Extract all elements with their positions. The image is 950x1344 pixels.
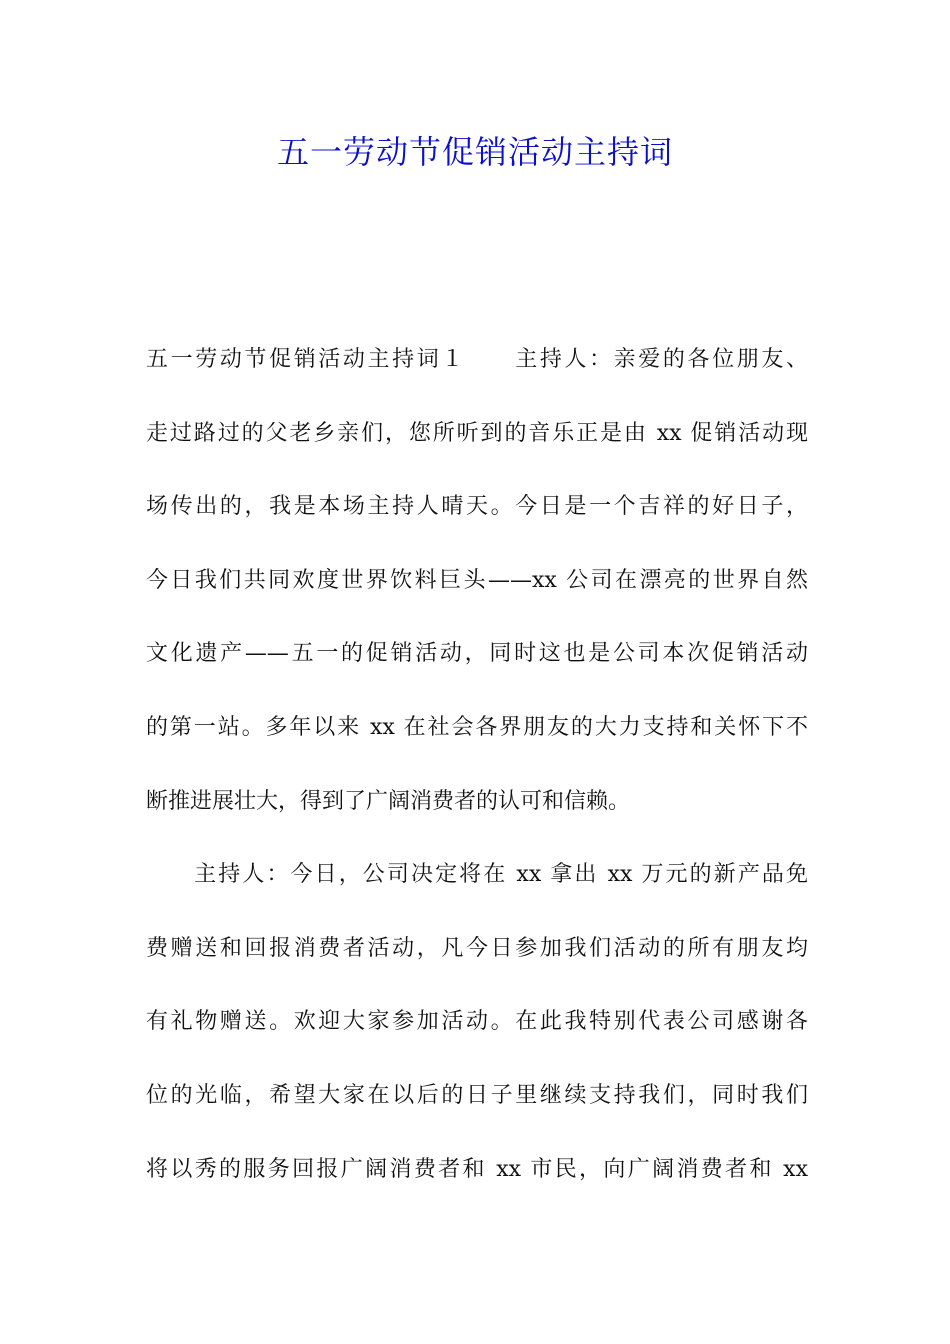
text-line: 文化遗产——五一的促销活动，同时这也是公司本次促销活动 <box>146 641 808 667</box>
text-line: 断推进展壮大，得到了广阔消费者的认可和信赖。 <box>146 788 631 814</box>
text-line: 今日我们共同欢度世界饮料巨头——xx 公司在漂亮的世界自然 <box>146 567 808 593</box>
text-line: 场传出的，我是本场主持人晴天。今日是一个吉祥的好日子， <box>146 494 808 520</box>
text-line: 五一劳动节促销活动主持词１ 主持人：亲爱的各位朋友、 <box>146 347 808 372</box>
document-title: 五一劳动节促销活动主持词 <box>276 133 673 171</box>
text-line: 主持人：今日，公司决定将在 xx 拿出 xx 万元的新产品免 <box>146 862 808 888</box>
text-line: 将以秀的服务回报广阔消费者和 xx 市民，向广阔消费者和 xx <box>146 1156 808 1182</box>
text-line: 有礼物赠送。欢迎大家参加活动。在此我特别代表公司感谢各 <box>146 1009 808 1035</box>
document-body <box>146 336 808 1219</box>
text-line: 位的光临，希望大家在以后的日子里继续支持我们，同时我们 <box>146 1082 808 1108</box>
text-line: 的第一站。多年以来 xx 在社会各界朋友的大力支持和关怀下不 <box>146 714 808 740</box>
text-line: 费赠送和回报消费者活动，凡今日参加我们活动的所有朋友均 <box>146 935 808 961</box>
text-line: 走过路过的父老乡亲们，您所听到的音乐正是由 xx 促销活动现 <box>146 420 808 446</box>
